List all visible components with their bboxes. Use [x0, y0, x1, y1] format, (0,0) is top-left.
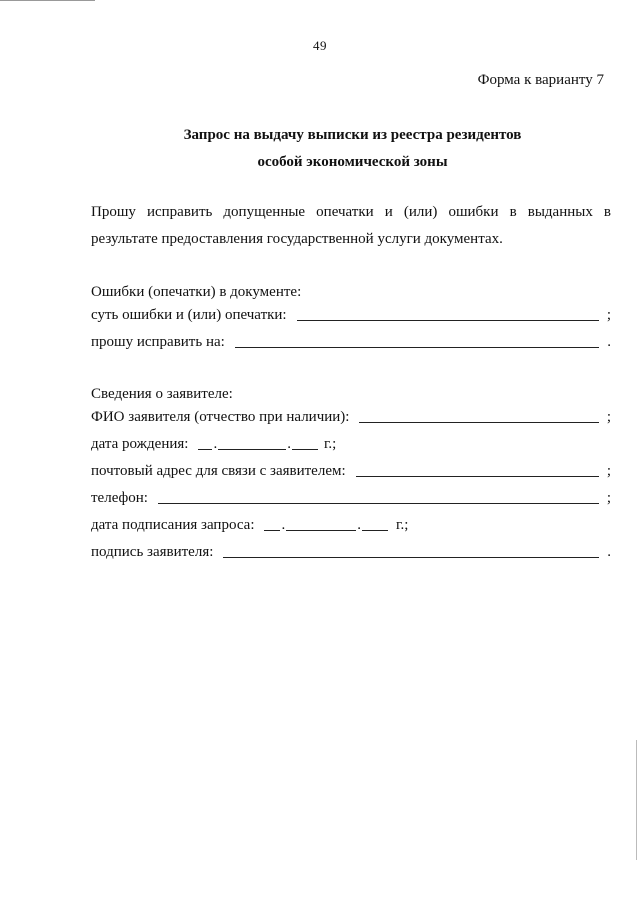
form-reference: Форма к варианту 7: [477, 72, 604, 88]
title-line-1: Запрос на выдачу выписки из реестра резидентов: [183, 127, 522, 143]
address-label: почтовый адрес для связи с заявителем:: [91, 463, 346, 479]
birth-dot-1: .: [213, 436, 218, 452]
signature-label: подпись заявителя:: [91, 544, 214, 560]
birth-year-input[interactable]: [292, 433, 318, 450]
signature-field-row: [91, 539, 611, 561]
birth-day-input[interactable]: [198, 433, 212, 450]
essence-input-line[interactable]: [297, 304, 599, 321]
essence-label: суть ошибки и (или) опечатки:: [91, 307, 287, 323]
sign-date-row: [91, 512, 611, 534]
errors-heading: Ошибки (опечатки) в документе:: [91, 284, 302, 300]
sign-date-suffix: г.;: [395, 517, 409, 533]
fix-field-row: [91, 329, 611, 351]
phone-field-row: [91, 485, 611, 507]
scan-right-line: [636, 740, 637, 860]
phone-input-line[interactable]: [158, 487, 599, 504]
sign-dot-1: .: [281, 517, 286, 533]
fix-input-line[interactable]: [235, 331, 599, 348]
sign-month-input[interactable]: [286, 514, 356, 531]
address-input-line[interactable]: [356, 460, 599, 477]
signature-input-line[interactable]: [223, 541, 599, 558]
document-title: [0, 122, 640, 176]
address-end: ;: [606, 463, 611, 479]
essence-end: ;: [606, 307, 611, 323]
phone-label: телефон:: [91, 490, 148, 506]
birth-label: дата рождения:: [91, 436, 189, 452]
fio-end: ;: [606, 409, 611, 425]
page-number: 49: [313, 38, 327, 53]
fio-label: ФИО заявителя (отчество при наличии):: [91, 409, 350, 425]
address-field-row: [91, 458, 611, 480]
signature-end: .: [607, 544, 611, 560]
fix-end: .: [607, 334, 611, 350]
sign-date-label: дата подписания запроса:: [91, 517, 255, 533]
intro-paragraph: Прошу исправить допущенные опечатки и (или) ошибки в выданных в результате предоставления государственной услуги документах.: [91, 204, 611, 247]
birth-suffix: г.;: [323, 436, 337, 452]
birth-month-input[interactable]: [218, 433, 286, 450]
scan-top-line: [0, 0, 95, 1]
birth-date-row: [91, 431, 611, 453]
title-line-2: особой экономической зоны: [257, 154, 448, 170]
essence-field-row: [91, 302, 611, 324]
sign-year-input[interactable]: [362, 514, 388, 531]
fio-field-row: [91, 404, 611, 426]
applicant-heading: Сведения о заявителе:: [91, 386, 233, 402]
fix-label: прошу исправить на:: [91, 334, 225, 350]
phone-end: ;: [606, 490, 611, 506]
sign-dot-2: .: [357, 517, 361, 533]
sign-day-input[interactable]: [264, 514, 280, 531]
birth-dot-2: .: [287, 436, 291, 452]
fio-input-line[interactable]: [359, 406, 598, 423]
